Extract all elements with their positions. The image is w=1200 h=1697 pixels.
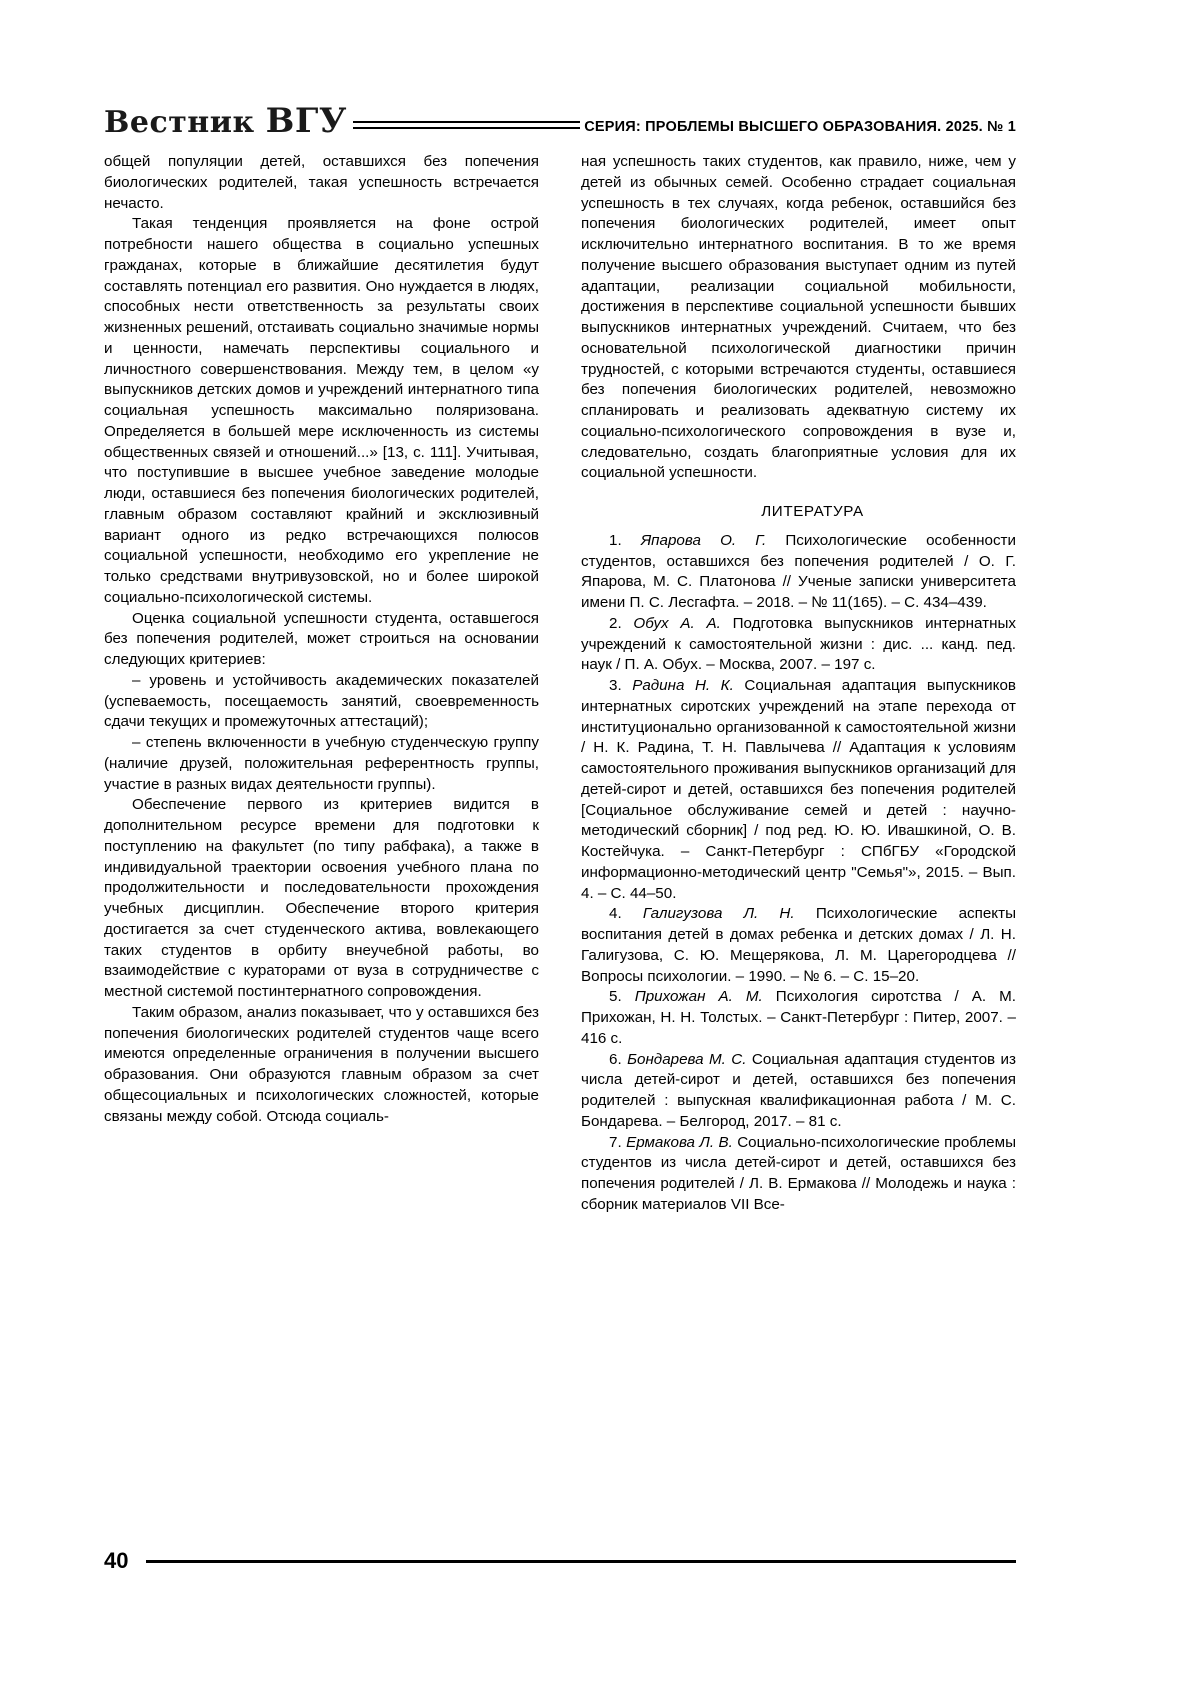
journal-masthead [104,101,347,141]
paragraph: Обеспечение первого из критериев видится в дополнительном ресурсе времени для подготовки к поступлению на факультет (по типу рабфака), а также в индивидуальной траектории освоения учебного плана по продолжительности и последовательности прохождения учебных дисциплин. Обеспечение второго критерия достигается за счет студенческого актива, вовлекающего таких студентов в орбиту внеучебной работы, во взаимодействие с кураторами от вуза в сотрудничестве с местной системой постинтернатного сопровождения. [104,796,539,1000]
reference-author: Япарова О. Г. [640,531,767,549]
paragraph: Таким образом, анализ показывает, что у оставшихся без попечения биологических родителей студентов чаще всего имеются определенные ограничения в получении высшего образования. Они образуются главным образом за счет общесоциальных и психологических сложностей, которые связаны между собой. Отсюда социаль- [104,1003,539,1125]
reference-number: 2. [609,614,622,632]
page-header [104,96,1016,141]
reference-item [581,531,1016,614]
masthead-word-vgu: ВГУ [265,101,347,141]
reference-number: 3. [609,677,622,694]
reference-author: Радина Н. К. [632,677,734,694]
reference-text: Социально-психологические проблемы студентов из числа детей-сирот и детей, оставшихся без попечения родителей / Л. В. Ермакова // Молодежь и наука : сборник материалов VII Все- [581,1133,1016,1213]
reference-number: 4. [609,905,622,923]
reference-author: Бондарева М. С. [627,1050,747,1068]
reference-author: Прихожан А. М. [634,988,763,1006]
reference-item [581,987,1016,1049]
reference-text: Психология сиротства / А. М. Прихожан, Н. Н. Толстых. – Санкт-Петербург : Питер, 2007. – 416 с. [581,988,1016,1047]
paragraph: общей популяции детей, оставшихся без попечения биологических родителей, такая успешность встречается нечасто. [104,153,539,212]
reference-number: 5. [609,988,622,1006]
reference-text: Социальная адаптация студентов из числа детей-сирот и детей, оставшихся без попечения родителей : выпускная квалификационная работа / М. С. Бондарева. – Белгород, 2017. – 81 с. [581,1050,1016,1130]
reference-number: 6. [609,1050,622,1068]
paragraph: – уровень и устойчивость академических показателей (успеваемость, посещаемость занятий, своевременность сдачи текущих и промежуточных аттестаций); [104,671,539,731]
page-number: 40 [104,1548,129,1573]
paragraph: – степень включенности в учебную студенческую группу (наличие друзей, положительная референтность группы, участие в разных видах деятельности группы). [104,734,539,793]
paragraph: Такая тенденция проявляется на фоне острой потребности нашего общества в социально успешных гражданах, которые в ближайшие десятилетия будут составлять потенциал его развития. Оно нуждается в людях, способных нести ответственность за результаты своих жизненных решений, отстаивать социально значимые нормы и ценности, намечать перспективы социального и личностного совершенствования. Между тем, в целом «у выпускников детских домов и учреждений интернатного типа социальная успешность максимально поляризована. Определяется в большей мере исключенность из системы общественных связей и отношений...» [13, с. 111]. Учитывая, что поступившие в высшее учебное заведение молодые люди, оставшиеся без попечения биологических родителей, главным образом составляют крайний и эксклюзивный вариант одного из редко встречающихся полюсов социальной успешности, необходимо его укрепление не только средствами внутривузовской, но и более широкой социально-психологической системы. [104,215,539,606]
reference-number: 7. [609,1133,622,1151]
two-column-body [104,152,1016,1216]
references-heading: ЛИТЕРАТУРА [761,503,864,520]
reference-text: Психологические аспекты воспитания детей в домах ребенка и детских домах / Л. Н. Галигузова, С. Ю. Мещерякова, Л. М. Царегородцева // Вопросы психологии. – 1990. – № 6. – С. 15–20. [581,905,1016,985]
reference-author: Обух А. А. [633,614,721,632]
reference-item [581,614,1016,676]
reference-number: 1. [609,531,622,549]
paragraph: Оценка социальной успешности студента, оставшегося без попечения родителей, может строиться на основании следующих критериев: [104,609,539,668]
reference-item [581,1133,1016,1216]
header-double-rule [353,114,580,134]
right-column [581,152,1016,1216]
header-series-line: СЕРИЯ: ПРОБЛЕМЫ ВЫСШЕГО ОБРАЗОВАНИЯ. 2025. № 1 [584,119,1016,135]
reference-item [581,904,1016,987]
reference-text: Психологические особенности студентов, оставшихся без попечения родителей / О. Г. Япарова, М. С. Платонова // Ученые записки университета имени П. С. Лесгафта. – 2018. – № 11(165). – С. 434–439. [581,531,1016,611]
reference-author: Ермакова Л. В. [626,1133,733,1151]
footer-rule [146,1560,1016,1563]
reference-author: Галигузова Л. Н. [642,905,795,923]
left-column [104,152,539,1216]
reference-text: Социальная адаптация выпускников интернатных сиротских учреждений на этапе перехода от институционально организованной к самостоятельной жизни / Н. К. Радина, Т. Н. Павлычева // Адаптация к условиям самостоятельного проживания выпускников организаций для детей-сирот и детей, оставшихся без попечения родителей [Социальное обслуживание семей и детей : научно-методический сборник] / под ред. Ю. Ю. Ивашкиной, О. В. Костейчука. – Санкт-Петербург : СПбГБУ «Городской информационно-методический центр "Семья"», 2015. – Вып. 4. – С. 44–50. [581,677,1016,902]
page-footer [104,1548,1016,1574]
masthead-word-vestnik: Вестник [104,105,255,140]
paragraph: ная успешность таких студентов, как правило, ниже, чем у детей из обычных семей. Особенно страдает социальная успешность в тех случаях, когда ребенок, оставшийся без попечения биологических родителей, имеет опыт исключительно интернатного воспитания. В то же время получение высшего образования выступает одним из путей адаптации, реализации социальной мобильности, достижения в перспективе социальной успешности бывших выпускников интернатных учреждений. Считаем, что без основательной психологической диагностики причин трудностей, с которыми встречаются студенты, оставшиеся без попечения биологических родителей, невозможно спланировать и реализовать адекватную систему их социально-психологического сопровождения в вузе и, следовательно, создать благоприятные условия для их социальной успешности. [581,153,1016,482]
reference-item [581,676,1016,904]
reference-item [581,1050,1016,1133]
reference-text: Подготовка выпускников интернатных учреждений к самостоятельной жизни : дис. ... канд. пед. наук / П. А. Обух. – Москва, 2007. – 197 с. [581,614,1016,674]
